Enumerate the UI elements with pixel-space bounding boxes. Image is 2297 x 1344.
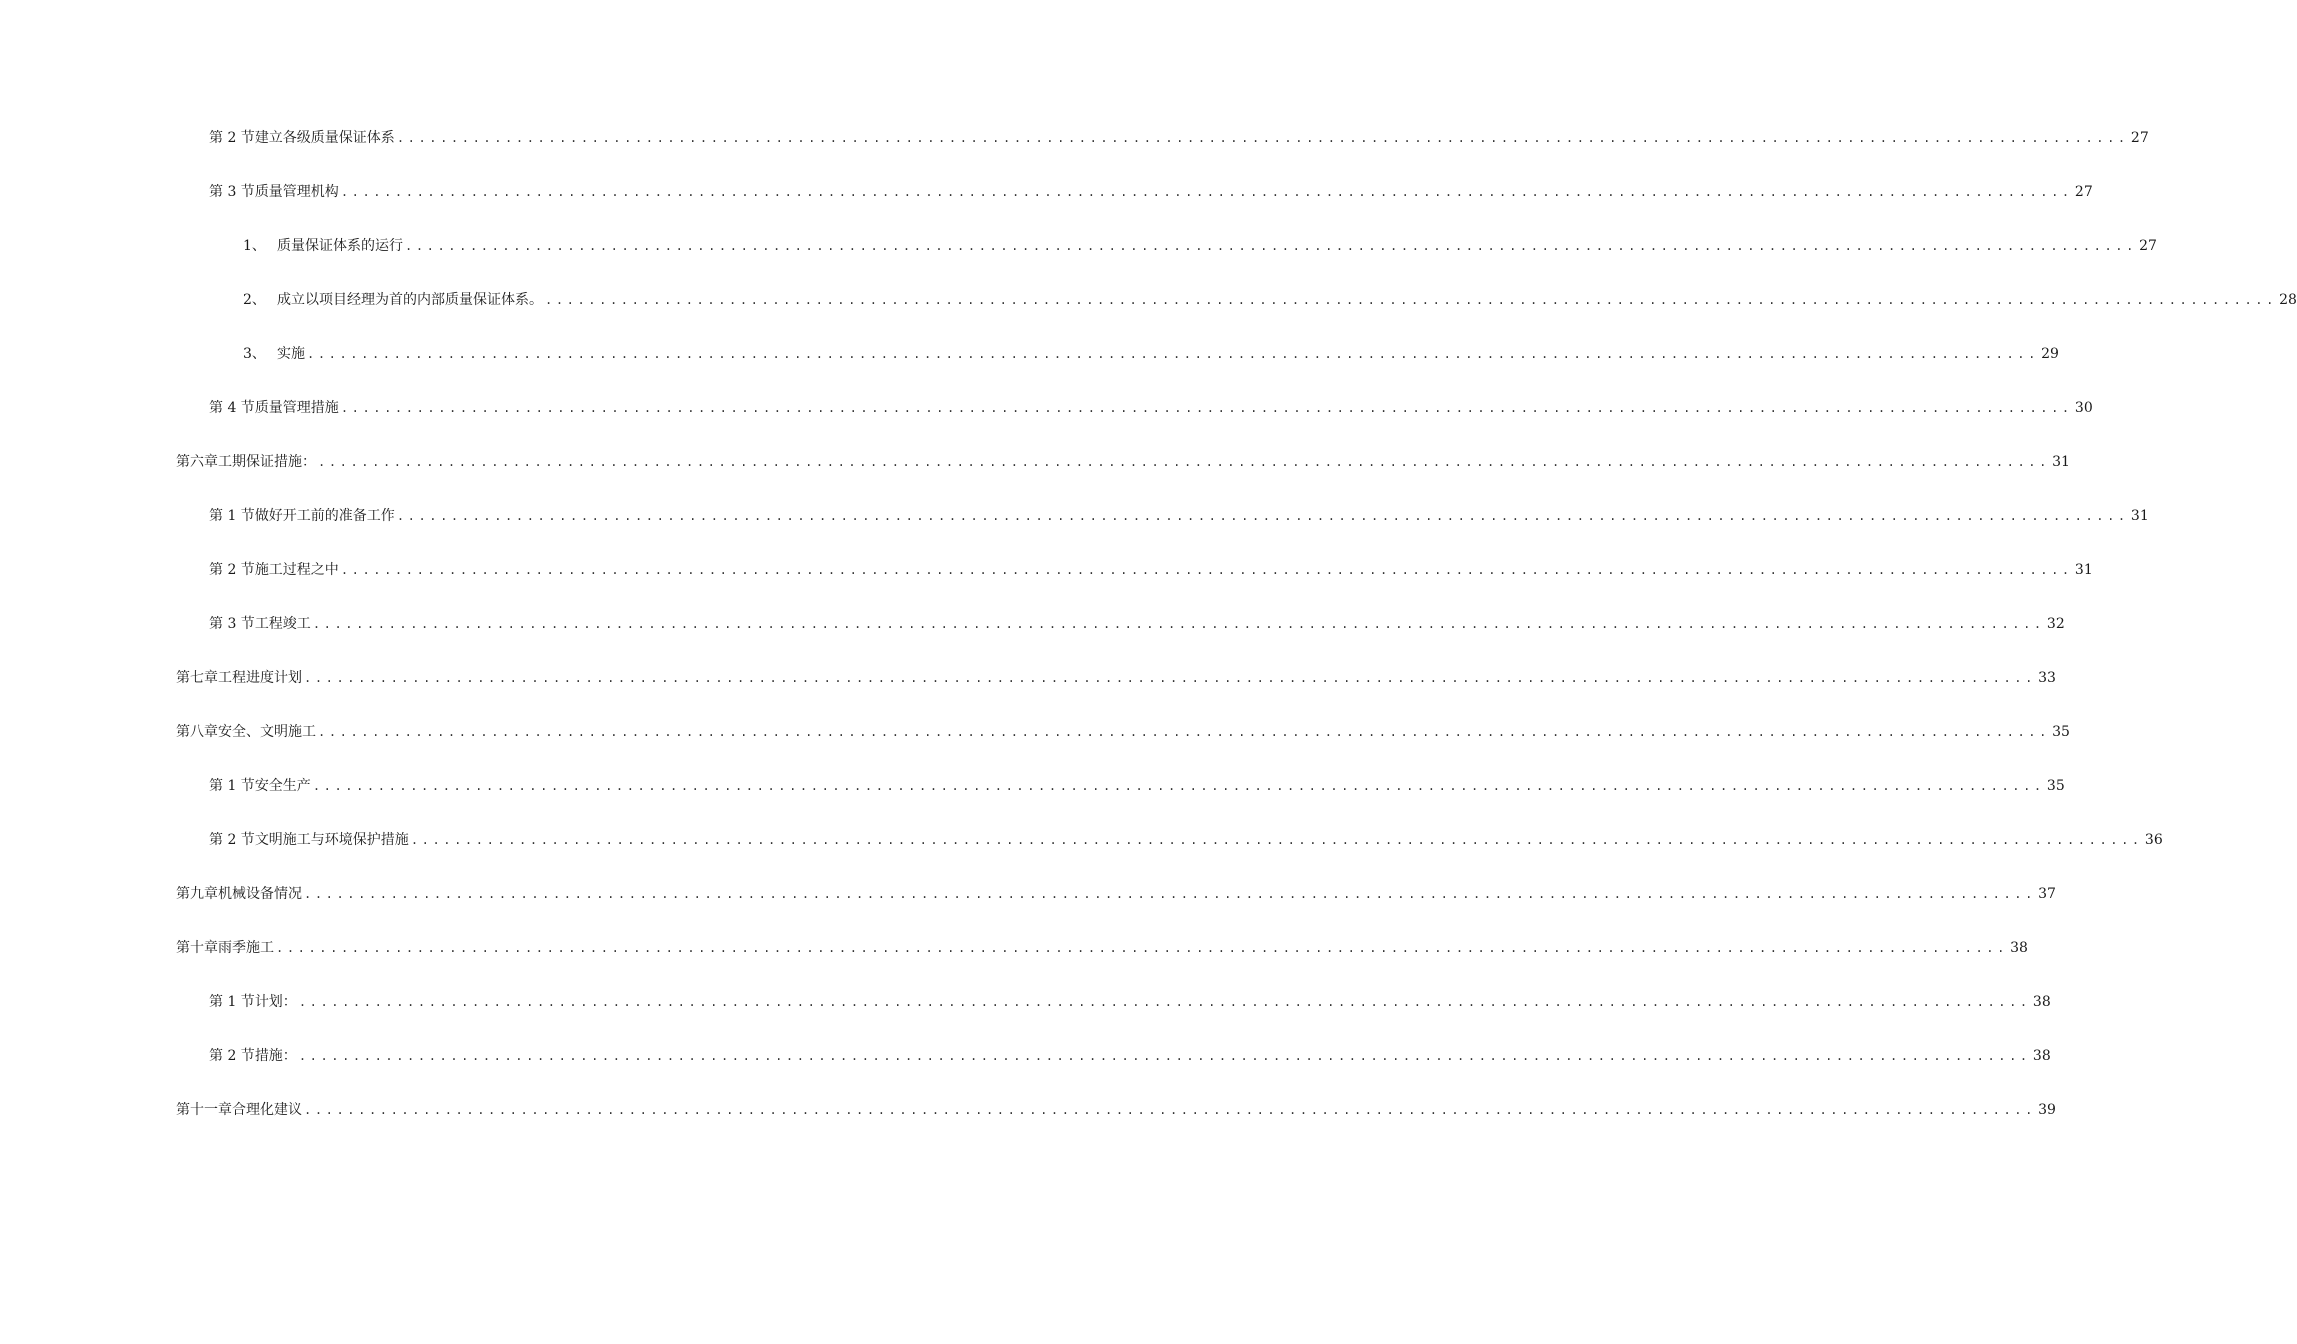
toc-dot-leader: ................................................................................................................................................................ bbox=[304, 671, 2036, 685]
toc-dot-leader: ................................................................................................................................................................ bbox=[298, 1049, 2031, 1063]
toc-entry-number: 第 1 节 bbox=[209, 778, 255, 794]
toc-entry[interactable] bbox=[209, 559, 2093, 581]
toc-entry-page: 33 bbox=[2038, 670, 2056, 686]
toc-entry-title: 措施： bbox=[254, 1048, 297, 1064]
toc-entry-number: 第八章 bbox=[176, 724, 218, 740]
toc-entry-number: 第六章 bbox=[176, 454, 218, 470]
toc-dot-leader: ................................................................................................................................................................ bbox=[298, 995, 2031, 1009]
toc-entry[interactable] bbox=[209, 613, 2065, 635]
toc-entry[interactable] bbox=[209, 181, 2093, 203]
toc-entry-title: 工程竣工 bbox=[254, 616, 311, 632]
toc-entry-title: 安全、文明施工 bbox=[218, 724, 316, 740]
toc-entry-page: 38 bbox=[2010, 940, 2028, 956]
toc-entry-page: 32 bbox=[2046, 616, 2065, 632]
toc-entry-title: 工期保证措施： bbox=[218, 454, 316, 470]
toc-entry-title: 安全生产 bbox=[254, 778, 311, 794]
toc-entry[interactable] bbox=[176, 937, 2028, 959]
toc-entry-number: 第 2 节 bbox=[209, 562, 255, 578]
toc-entry[interactable] bbox=[209, 127, 2149, 149]
toc-entry[interactable] bbox=[176, 667, 2056, 689]
toc-entry-page: 35 bbox=[2052, 724, 2070, 740]
toc-dot-leader: ................................................................................................................................................................ bbox=[304, 887, 2036, 901]
toc-entry-page: 36 bbox=[2144, 832, 2163, 848]
toc-dot-leader: ................................................................................................................................................................ bbox=[276, 941, 2008, 955]
toc-entry-title: 质量管理措施 bbox=[254, 400, 339, 416]
toc-entry-title: 雨季施工 bbox=[218, 940, 274, 956]
toc-entry-title: 建立各级质量保证体系 bbox=[254, 130, 395, 146]
toc-entry-title: 实施 bbox=[277, 346, 305, 362]
toc-entry[interactable] bbox=[243, 343, 2059, 365]
toc-entry-page: 27 bbox=[2074, 184, 2093, 200]
toc-entry-title: 计划： bbox=[254, 994, 297, 1010]
toc-entry-number: 第 1 节 bbox=[209, 508, 255, 524]
toc-entry-page: 27 bbox=[2139, 238, 2157, 254]
toc-dot-leader: ................................................................................................................................................................ bbox=[340, 185, 2073, 199]
toc-entry[interactable] bbox=[209, 1045, 2051, 1067]
toc-entry-page: 28 bbox=[2279, 292, 2297, 308]
toc-entry[interactable] bbox=[209, 991, 2051, 1013]
toc-entry[interactable] bbox=[176, 721, 2070, 743]
toc-dot-leader: ................................................................................................................................................................ bbox=[312, 779, 2045, 793]
toc-entry-page: 35 bbox=[2046, 778, 2065, 794]
toc-entry[interactable] bbox=[176, 451, 2070, 473]
toc-entry[interactable] bbox=[209, 505, 2149, 527]
toc-entry-number: 第 3 节 bbox=[209, 616, 255, 632]
toc-entry-page: 31 bbox=[2052, 454, 2070, 470]
toc-entry-page: 29 bbox=[2041, 346, 2059, 362]
toc-dot-leader: ................................................................................................................................................................ bbox=[396, 131, 2129, 145]
toc-entry-number: 第 2 节 bbox=[209, 130, 255, 146]
toc-dot-leader: ................................................................................................................................................................ bbox=[304, 1103, 2036, 1117]
toc-entry-title: 成立以项目经理为首的内部质量保证体系。 bbox=[277, 292, 543, 308]
toc-entry[interactable] bbox=[243, 235, 2157, 257]
toc-entry-number: 第九章 bbox=[176, 886, 218, 902]
toc-dot-leader: ................................................................................................................................................................ bbox=[340, 401, 2073, 415]
toc-entry-number: 第 1 节 bbox=[209, 994, 255, 1010]
toc-entry-number: 3、 bbox=[243, 346, 266, 362]
toc-entry-number: 第七章 bbox=[176, 670, 218, 686]
toc-entry-title: 合理化建议 bbox=[232, 1102, 302, 1118]
toc-entry-number: 第 3 节 bbox=[209, 184, 255, 200]
toc-entry-page: 38 bbox=[2032, 1048, 2051, 1064]
toc-entry-number: 2、 bbox=[243, 292, 266, 308]
toc-entry-title: 工程进度计划 bbox=[218, 670, 302, 686]
toc-dot-leader: ................................................................................................................................................................ bbox=[405, 239, 2137, 253]
toc-entry[interactable] bbox=[176, 883, 2056, 905]
toc-entry[interactable] bbox=[209, 829, 2163, 851]
toc-dot-leader: ................................................................................................................................................................ bbox=[312, 617, 2045, 631]
toc-entry-page: 30 bbox=[2074, 400, 2093, 416]
toc-entry-title: 机械设备情况 bbox=[218, 886, 302, 902]
toc-dot-leader: ................................................................................................................................................................ bbox=[318, 725, 2050, 739]
toc-entry-title: 质量管理机构 bbox=[254, 184, 339, 200]
toc-dot-leader: ................................................................................................................................................................ bbox=[545, 293, 2277, 307]
toc-entry[interactable] bbox=[243, 289, 2297, 311]
toc-entry-page: 38 bbox=[2032, 994, 2051, 1010]
toc-dot-leader: ................................................................................................................................................................ bbox=[307, 347, 2039, 361]
toc-entry-number: 第 2 节 bbox=[209, 1048, 255, 1064]
toc-entry-page: 37 bbox=[2038, 886, 2056, 902]
toc-entry-number: 第十章 bbox=[176, 940, 218, 956]
toc-dot-leader: ................................................................................................................................................................ bbox=[410, 833, 2143, 847]
toc-entry-number: 1、 bbox=[243, 238, 266, 254]
toc-entry-page: 39 bbox=[2038, 1102, 2056, 1118]
toc-entry[interactable] bbox=[209, 397, 2093, 419]
toc-entry-number: 第 4 节 bbox=[209, 400, 255, 416]
toc-entry-title: 做好开工前的准备工作 bbox=[254, 508, 395, 524]
toc-entry-title: 文明施工与环境保护措施 bbox=[254, 832, 409, 848]
toc-entry[interactable] bbox=[176, 1099, 2056, 1121]
toc-dot-leader: ................................................................................................................................................................ bbox=[396, 509, 2129, 523]
toc-entry-page: 27 bbox=[2130, 130, 2149, 146]
toc-entry[interactable] bbox=[209, 775, 2065, 797]
toc-dot-leader: ................................................................................................................................................................ bbox=[340, 563, 2073, 577]
toc-entry-number: 第十一章 bbox=[176, 1102, 232, 1118]
toc-entry-number: 第 2 节 bbox=[209, 832, 255, 848]
toc-entry-title: 质量保证体系的运行 bbox=[277, 238, 403, 254]
toc-entry-page: 31 bbox=[2074, 562, 2093, 578]
toc-dot-leader: ................................................................................................................................................................ bbox=[318, 455, 2050, 469]
toc-entry-title: 施工过程之中 bbox=[254, 562, 339, 578]
toc-entry-page: 31 bbox=[2130, 508, 2149, 524]
